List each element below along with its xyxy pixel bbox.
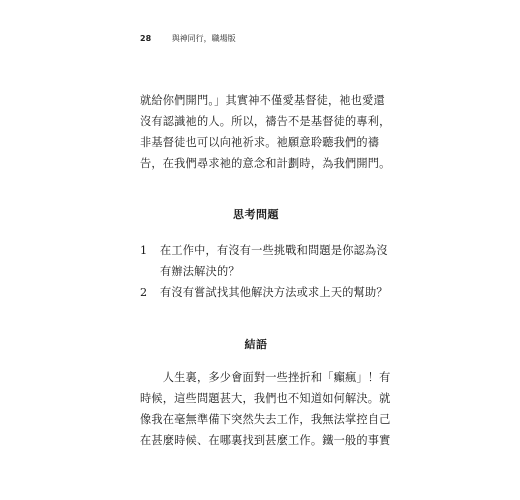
text-line: 有辦法解決的？ <box>160 265 240 278</box>
conclusion-heading: 結語 <box>244 338 268 351</box>
page-number: 28 <box>140 34 152 43</box>
questions-heading: 思考問題 <box>233 208 279 221</box>
question-text <box>160 282 388 303</box>
text-line: 像我在毫無準備下突然失去工作，我無法掌控自己 <box>140 413 391 426</box>
text-line: 有沒有嘗試找其他解決方法或求上天的幫助？ <box>160 286 388 299</box>
running-header <box>140 33 236 44</box>
question-item <box>140 282 388 303</box>
paragraph-conclusion <box>140 367 391 451</box>
question-number: 2 <box>140 286 148 299</box>
text-line: 時候，這些問題甚大，我們也不知道如何解決。就 <box>140 392 391 405</box>
text-line: 就給你們開門。」其實神不僅愛基督徒，祂也愛還 <box>140 94 385 107</box>
book-title: 與神同行，職場版 <box>171 34 236 43</box>
text-line: 人生裏，多少會面對一些挫折和「癲瘋」！有 <box>140 371 391 384</box>
question-number: 1 <box>140 244 148 257</box>
text-line: 非基督徒也可以向祂祈求。祂願意聆聽我們的禱 <box>140 136 380 149</box>
text-line: 在甚麼時候、在哪裏找到甚麼工作。鐵一般的事實 <box>140 434 391 447</box>
question-item <box>140 240 388 282</box>
text-line: 沒有認識祂的人。所以，禱告不是基督徒的專利， <box>140 115 391 128</box>
text-line: 告，在我們尋求祂的意念和計劃時，為我們開門。 <box>140 157 391 170</box>
text-line: 在工作中，有沒有一些挑戰和問題是你認為沒 <box>160 244 388 257</box>
question-text <box>160 240 388 282</box>
paragraph-prayer <box>140 90 391 174</box>
questions-list <box>140 240 388 303</box>
